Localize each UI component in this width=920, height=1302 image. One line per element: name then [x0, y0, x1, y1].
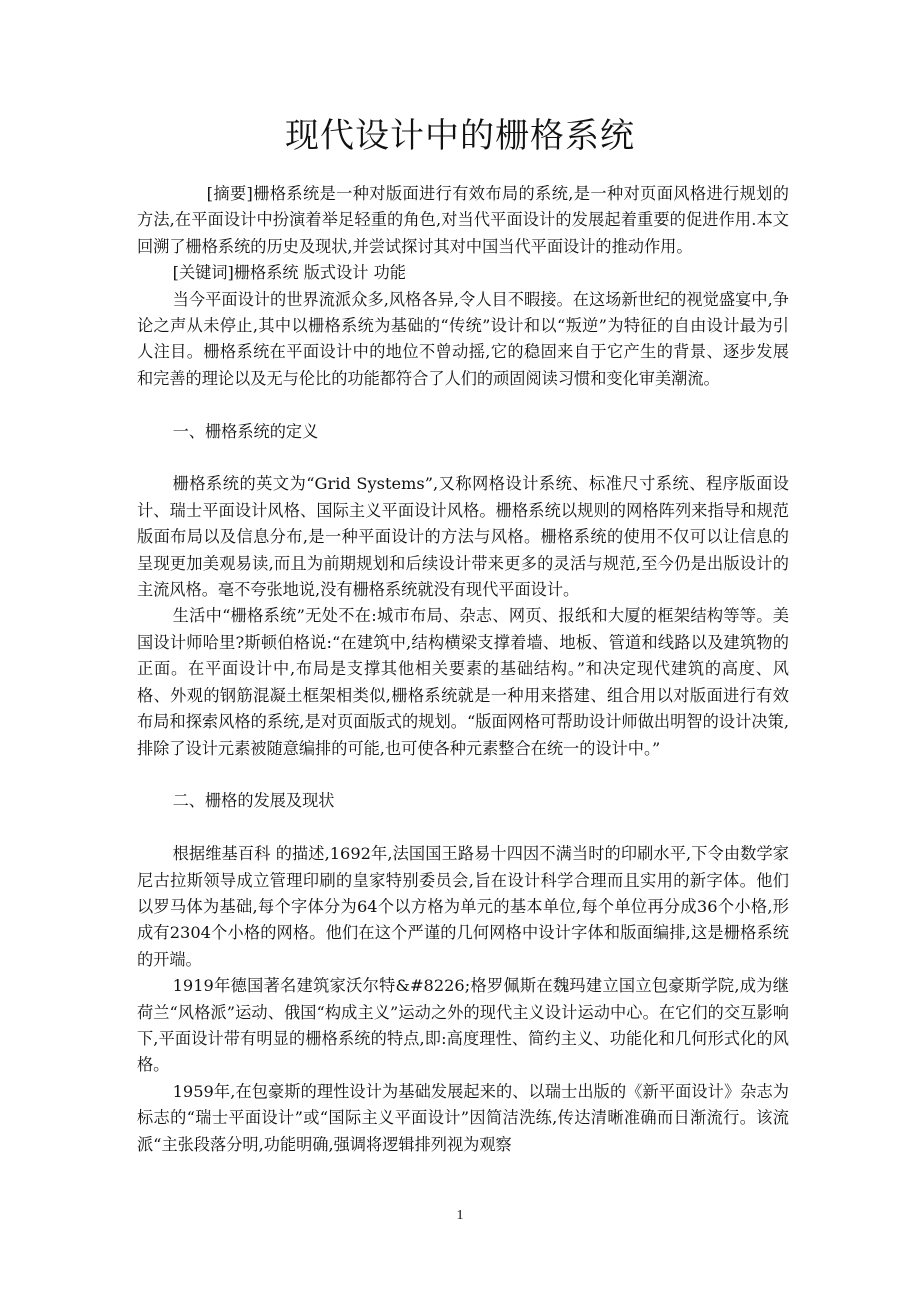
- paragraph-gap: [137, 445, 789, 471]
- keywords-paragraph: [关键词]栅格系统 版式设计 功能: [172, 263, 406, 283]
- development-paragraph-3: 1959年,在包豪斯的理性设计为基础发展起来的、以瑞士出版的《新平面设计》杂志为标志的“瑞士平面设计”或“国际主义平面设计”因简洁洗练,传达清晰准确而日渐流行。该流派“主张段落分明,功能明确,强调将逻辑排列视为观察: [137, 1081, 789, 1154]
- abstract-paragraph: [摘要]栅格系统是一种对版面进行有效布局的系统,是一种对页面风格进行规划的方法,在平面设计中扮演着举足轻重的角色,对当代平面设计的发展起着重要的促进作用.本文回溯了栅格系统的历史及现状,并尝试探讨其对中国当代平面设计的推动作用。: [137, 184, 789, 256]
- development-paragraph-1: 根据维基百科 的描述,1692年,法国国王路易十四因不满当时的印刷水平,下令由数学家尼古拉斯领导成立管理印刷的皇家特别委员会,旨在设计科学合理而且实用的新字体。他们以罗马体为基础,每个字体分为64个以方格为单元的基本单位,每个单位再分成36个小格,形成有2304个小格的网格。他们在这个严谨的几何网格中设计字体和版面编排,这是栅格系统的开端。: [137, 844, 789, 969]
- document-title: 现代设计中的栅格系统: [285, 116, 635, 156]
- paragraph-gap: [137, 815, 789, 841]
- section-heading-definition: 一、栅格系统的定义: [172, 421, 319, 441]
- section-heading-development: 二、栅格的发展及现状: [172, 791, 335, 811]
- definition-paragraph-1: 栅格系统的英文为“Grid Systems”,又称网格设计系统、标准尺寸系统、程序版面设计、瑞士平面设计风格、国际主义平面设计风格。栅格系统以规则的网格阵列来指导和规范版面布局以及信息分布,是一种平面设计的方法与风格。栅格系统的使用不仅可以让信息的呈现更加美观易读,而且为前期规划和后续设计带来更多的灵活与规范,至今仍是出版设计的主流风格。毫不夸张地说,没有栅格系统就没有现代平面设计。: [137, 474, 789, 600]
- definition-paragraph-2: 生活中“栅格系统”无处不在:城市布局、杂志、网页、报纸和大厦的框架结构等等。美国设计师哈里?斯顿伯格说:“在建筑中,结构横梁支撑着墙、地板、管道和线路以及建筑物的正面。在平面设计中,布局是支撑其他相关要素的基础结构。”和决定现代建筑的高度、风格、外观的钢筋混凝土框架相类似,栅格系统就是一种用来搭建、组合用以对版面进行有效布局和探索风格的系统,是对页面版式的规划。“版面网格可帮助设计师做出明智的设计决策,排除了设计元素被随意编排的可能,也可使各种元素整合在统一的设计中。”: [137, 606, 789, 758]
- paragraph-gap: [137, 762, 789, 788]
- page-number: 1: [456, 1208, 464, 1223]
- paragraph-gap: [137, 392, 789, 418]
- document-body: [137, 181, 789, 1158]
- development-paragraph-2: 1919年德国著名建筑家沃尔特&#8226;格罗佩斯在魏玛建立国立包豪斯学院,成为继荷兰“风格派”运动、俄国“构成主义”运动之外的现代主义设计运动中心。在它们的交互影响下,平面设计带有明显的栅格系统的特点,即:高度理性、简约主义、功能化和几何形式化的风格。: [137, 976, 789, 1075]
- intro-paragraph: 当今平面设计的世界流派众多,风格各异,令人目不暇接。在这场新世纪的视觉盛宴中,争论之声从未停止,其中以栅格系统为基础的“传统”设计和以“叛逆”为特征的自由设计最为引人注目。栅格系统在平面设计中的地位不曾动摇,它的稳固来自于它产生的背景、逐步发展和完善的理论以及无与伦比的功能都符合了人们的顽固阅读习惯和变化审美潮流。: [137, 289, 789, 388]
